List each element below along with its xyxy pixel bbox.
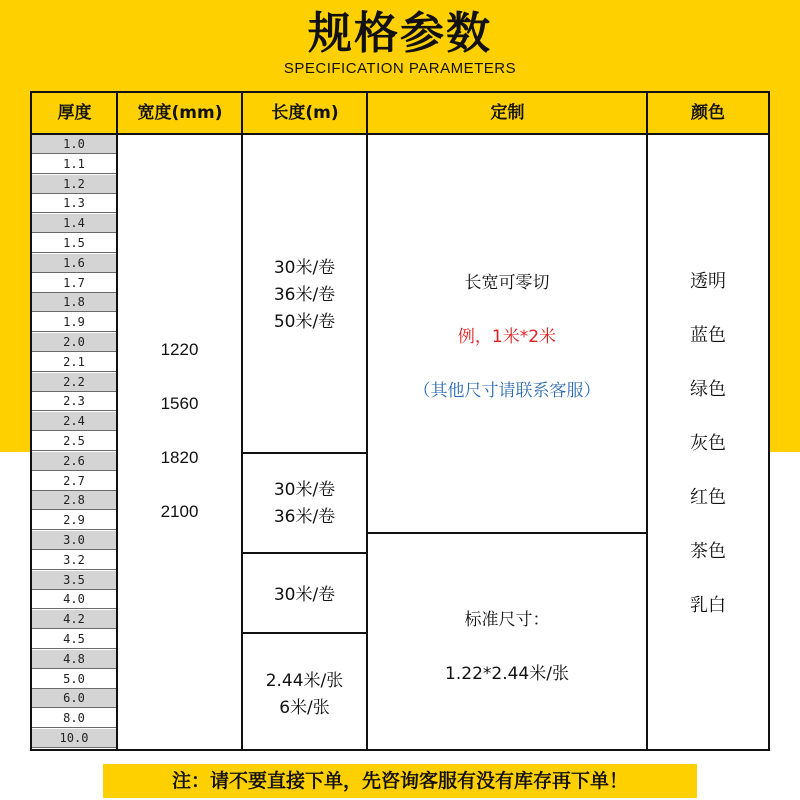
thickness-row: 4.2 bbox=[32, 610, 116, 629]
column-divider bbox=[366, 93, 368, 749]
thickness-row: 1.9 bbox=[32, 313, 116, 332]
standard-size-label: 标准尺寸： bbox=[464, 610, 550, 630]
thickness-row: 2.9 bbox=[32, 511, 116, 530]
thickness-row: 1.7 bbox=[32, 274, 116, 293]
width-list bbox=[118, 323, 241, 539]
page-subtitle: SPECIFICATION PARAMETERS bbox=[283, 60, 517, 77]
thickness-row: 4.5 bbox=[32, 630, 116, 649]
thickness-row: 4.8 bbox=[32, 650, 116, 669]
thickness-row: 10.0 bbox=[32, 729, 116, 748]
thickness-row: 3.2 bbox=[32, 551, 116, 570]
thickness-row: 2.2 bbox=[32, 373, 116, 392]
length-value: 50米/卷 bbox=[273, 312, 336, 332]
thickness-row: 2.8 bbox=[32, 491, 116, 510]
thickness-row: 2.4 bbox=[32, 412, 116, 431]
length-divider bbox=[243, 632, 366, 634]
header-width: 宽度(mm) bbox=[137, 103, 223, 123]
thickness-row: 1.2 bbox=[32, 175, 116, 194]
custom-example: 例，1米*2米 bbox=[457, 327, 557, 347]
header-divider bbox=[32, 133, 768, 135]
thickness-row: 2.5 bbox=[32, 432, 116, 451]
notice-banner: 注：请不要直接下单，先咨询客服有没有库存再下单！ bbox=[103, 764, 697, 798]
width-value: 1560 bbox=[160, 394, 199, 413]
color-value: 灰色 bbox=[690, 433, 726, 454]
thickness-row: 1.1 bbox=[32, 155, 116, 174]
thickness-row: 3.0 bbox=[32, 531, 116, 550]
length-value: 36米/卷 bbox=[273, 507, 336, 527]
width-value: 2100 bbox=[160, 502, 199, 521]
length-group-4 bbox=[243, 668, 366, 722]
color-value: 红色 bbox=[690, 487, 726, 508]
width-value: 1820 bbox=[160, 448, 199, 467]
thickness-row: 3.5 bbox=[32, 571, 116, 590]
thickness-row: 4.0 bbox=[32, 590, 116, 609]
thickness-row: 2.7 bbox=[32, 472, 116, 491]
header-length: 长度(m) bbox=[271, 103, 339, 123]
thickness-column bbox=[32, 135, 116, 749]
length-group-1 bbox=[243, 255, 366, 336]
color-value: 绿色 bbox=[690, 379, 726, 400]
thickness-row: 1.3 bbox=[32, 194, 116, 213]
column-divider bbox=[241, 93, 243, 749]
length-group-2 bbox=[243, 477, 366, 531]
length-value: 6米/张 bbox=[279, 698, 330, 718]
thickness-row: 6.0 bbox=[32, 689, 116, 708]
spec-table bbox=[30, 91, 770, 751]
thickness-row: 2.1 bbox=[32, 353, 116, 372]
thickness-row: 1.5 bbox=[32, 234, 116, 253]
page-title: 规格参数 bbox=[308, 8, 492, 59]
custom-contact-note: （其他尺寸请联系客服） bbox=[413, 381, 601, 401]
length-value: 30米/卷 bbox=[273, 585, 336, 605]
custom-divider bbox=[368, 532, 646, 534]
thickness-row: 8.0 bbox=[32, 709, 116, 728]
length-value: 2.44米/张 bbox=[265, 671, 344, 691]
thickness-row: 1.8 bbox=[32, 293, 116, 312]
length-value: 30米/卷 bbox=[273, 480, 336, 500]
header-custom: 定制 bbox=[490, 103, 525, 123]
thickness-row: 2.3 bbox=[32, 392, 116, 411]
length-divider bbox=[243, 452, 366, 454]
header-thickness: 厚度 bbox=[57, 103, 92, 123]
standard-size-value: 1.22*2.44米/张 bbox=[445, 664, 569, 684]
color-value: 乳白 bbox=[690, 595, 726, 616]
thickness-row: 2.6 bbox=[32, 452, 116, 471]
thickness-row: 1.0 bbox=[32, 135, 116, 154]
thickness-row: 1.6 bbox=[32, 254, 116, 273]
length-group-3 bbox=[243, 582, 366, 609]
length-divider bbox=[243, 552, 366, 554]
thickness-row: 1.4 bbox=[32, 214, 116, 233]
custom-cut-note: 长宽可零切 bbox=[464, 273, 550, 293]
header-color: 颜色 bbox=[691, 103, 725, 123]
length-value: 30米/卷 bbox=[273, 258, 336, 278]
width-value: 1220 bbox=[160, 340, 199, 359]
length-value: 36米/卷 bbox=[273, 285, 336, 305]
color-value: 茶色 bbox=[690, 541, 726, 562]
thickness-row: 2.0 bbox=[32, 333, 116, 352]
color-list bbox=[648, 255, 768, 633]
thickness-row: 5.0 bbox=[32, 670, 116, 689]
color-value: 蓝色 bbox=[690, 325, 726, 346]
color-value: 透明 bbox=[690, 271, 726, 292]
